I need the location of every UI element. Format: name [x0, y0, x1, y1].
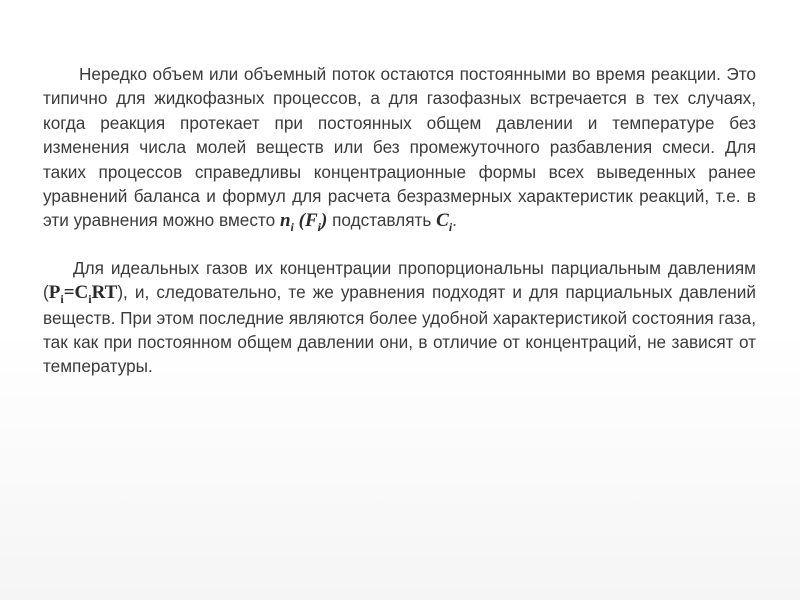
symbol-RT: RT	[91, 282, 118, 304]
symbol-P: P	[48, 282, 61, 304]
paragraph-ideal-gases	[43, 256, 756, 379]
symbol-C: C	[436, 210, 449, 232]
paren-close: )	[320, 210, 328, 232]
paren-open: (	[293, 210, 305, 232]
symbol-n: n	[279, 210, 291, 232]
paragraph-text: ), и, следовательно, те же уравнения подходят и для парциальных давлений веществ. При этом последние являются более удобной характеристикой состояния газа, так как при постоянном общем давлении они, в отличие от концентраций, не зависят от температуры.	[43, 282, 756, 377]
subscript-i: i	[290, 220, 294, 235]
subscript-i: i	[448, 220, 453, 235]
paragraph-text: подставлять	[327, 210, 437, 231]
paragraph-constant-volume	[43, 62, 756, 234]
paragraph-text: Для идеальных газов их концентрации пропорциональны парциальным давлениям (	[43, 257, 756, 303]
subscript-i: i	[317, 220, 321, 235]
symbol-F: F	[304, 210, 318, 232]
subscript-i: i	[88, 292, 92, 307]
subscript-i: i	[60, 292, 64, 307]
paragraph-text: Нередко объем или объемный поток остаются постоянными во время реакции. Это типично для жидкофазных процессов, а для газофазных встречается в тех случаях, когда реакция протекает при постоянных общем давлении и температуре без изменения числа молей веществ или без промежуточного разбавления смеси. Для таких процессов справедливы концентрационные формы всех выведенных ранее уравнений баланса и формул для расчета безразмерных характеристик реакций, т.е. в эти уравнения можно вместо	[43, 64, 756, 231]
paragraph-text: .	[452, 210, 457, 231]
equals-C: =C	[63, 282, 89, 304]
text-content	[43, 62, 756, 379]
